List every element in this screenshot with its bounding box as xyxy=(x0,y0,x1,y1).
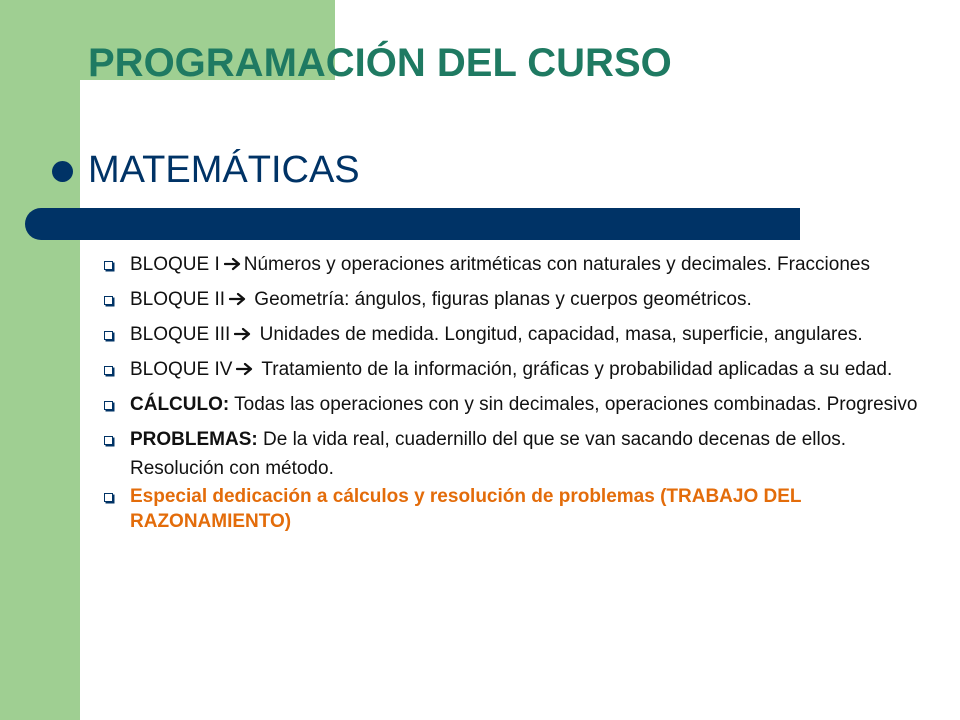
item-text xyxy=(130,390,920,419)
left-decor-band xyxy=(0,0,80,720)
list-item xyxy=(100,285,920,314)
slide-title: PROGRAMACIÓN DEL CURSO xyxy=(88,41,672,85)
item-description: Geometría: ángulos, figuras planas y cuerpos geométricos. xyxy=(249,289,752,310)
item-label: BLOQUE III xyxy=(130,324,231,345)
arrow-right-icon xyxy=(234,327,252,341)
item-label: CÁLCULO: xyxy=(130,394,230,415)
item-description: Especial dedicación a cálculos y resolución de problemas (TRABAJO DEL RAZONAMIENTO) xyxy=(130,486,802,532)
item-text xyxy=(130,355,920,384)
item-label: BLOQUE IV xyxy=(130,359,233,380)
list-item xyxy=(100,390,920,419)
hollow-square-icon xyxy=(100,390,130,419)
hollow-square-icon xyxy=(100,484,130,509)
item-description: Unidades de medida. Longitud, capacidad, masa, superficie, angulares. xyxy=(254,324,863,345)
item-text xyxy=(130,484,920,534)
arrow-right-icon xyxy=(229,292,247,306)
item-text xyxy=(130,250,920,279)
arrow-right-icon xyxy=(236,362,254,376)
list-item xyxy=(100,250,920,279)
item-label: BLOQUE II xyxy=(130,289,226,310)
hollow-square-icon xyxy=(100,355,130,384)
main-bullet-matematicas: MATEMÁTICAS xyxy=(88,149,360,191)
item-label: BLOQUE I xyxy=(130,254,220,275)
hollow-square-icon xyxy=(100,250,130,279)
list-item xyxy=(100,355,920,384)
hollow-square-icon xyxy=(100,320,130,349)
item-label: PROBLEMAS: xyxy=(130,429,258,450)
filled-circle-icon xyxy=(52,161,73,182)
list-item-highlight xyxy=(100,484,920,534)
hollow-square-icon xyxy=(100,425,130,454)
item-text xyxy=(130,285,920,314)
item-text xyxy=(130,320,920,349)
item-description: Todas las operaciones con y sin decimales, operaciones combinadas. Progresivo xyxy=(229,394,918,415)
list-item xyxy=(100,425,920,483)
item-description: De la vida real, cuadernillo del que se van sacando decenas de ellos. Resolución con método. xyxy=(130,429,847,479)
hollow-square-icon xyxy=(100,285,130,314)
item-description: Números y operaciones aritméticas con naturales y decimales. Fracciones xyxy=(243,254,870,275)
item-text xyxy=(130,425,920,483)
item-description: Tratamiento de la información, gráficas y probabilidad aplicadas a su edad. xyxy=(256,359,893,380)
list-item xyxy=(100,320,920,349)
divider-bar xyxy=(25,208,800,240)
arrow-right-icon xyxy=(224,257,242,271)
items-list xyxy=(100,250,920,540)
